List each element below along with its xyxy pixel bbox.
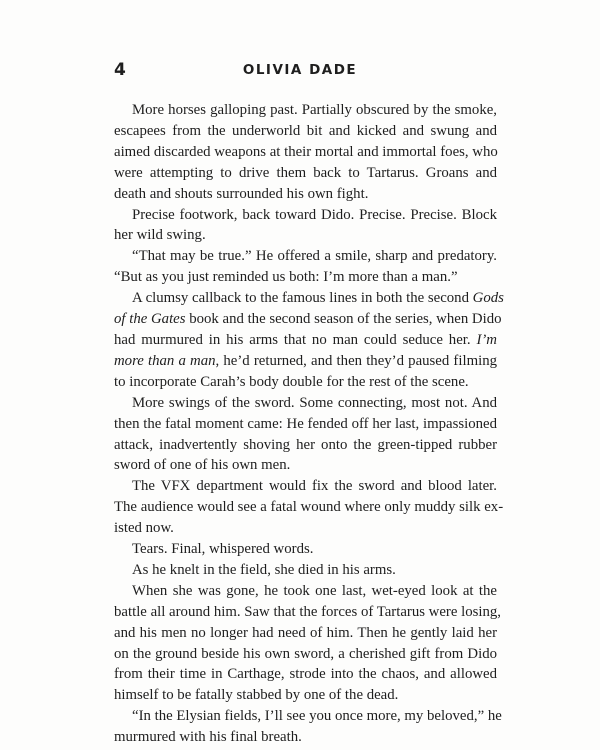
text-line: As he knelt in the field, she died in his arms.	[132, 561, 396, 578]
text-line: escapees from the underworld bit and kicked and swung and	[114, 122, 497, 139]
text-line: on the ground beside his own sword, a cherished gift from Dido	[114, 645, 497, 662]
paragraph	[114, 581, 501, 706]
text-line	[114, 288, 504, 309]
text-line	[114, 309, 502, 330]
text-line: battle all around him. Saw that the forces of Tartarus were losing,	[114, 603, 501, 620]
paragraph	[114, 288, 504, 393]
text-line: More swings of the sword. Some connecting, most not. And	[132, 394, 497, 411]
text-line: The VFX department would fix the sword and blood later.	[132, 478, 497, 495]
text-line: murmured with his final breath.	[114, 729, 302, 746]
text-line: himself to be fatally stabbed by one of the dead.	[114, 687, 399, 704]
text-line: isted now.	[114, 520, 174, 537]
text-line: Precise footwork, back toward Dido. Precise. Precise. Block	[132, 206, 497, 223]
text-line: “But as you just reminded us both: I’m more than a man.”	[114, 269, 458, 286]
paragraph	[114, 476, 504, 539]
text-line: were attempting to drive them back to Tartarus. Groans and	[114, 164, 497, 181]
paragraph	[114, 560, 497, 581]
italic-run: I’m	[476, 331, 497, 348]
text-line: and his men no longer had need of him. Then he gently laid her	[114, 624, 497, 641]
paragraph	[114, 100, 497, 205]
text-line: Tears. Final, whispered words.	[132, 541, 314, 558]
paragraph	[114, 205, 497, 247]
paragraph	[114, 706, 502, 748]
page-number: 4	[114, 60, 126, 80]
text-line	[114, 351, 497, 372]
text-line	[114, 330, 497, 351]
text-run: A clumsy callback to the famous lines in both the second	[132, 290, 473, 307]
italic-run: Gods	[472, 290, 504, 307]
paragraph	[114, 539, 497, 560]
italic-run: of the Gates	[114, 311, 186, 328]
text-line: her wild swing.	[114, 227, 206, 244]
body-text	[114, 100, 504, 748]
running-head: OLIVIA DADE	[242, 62, 358, 78]
text-line: attack, inadvertently shoving her onto the green-tipped rubber	[114, 436, 497, 453]
text-line: aimed discarded weapons at their mortal and immortal foes, who	[114, 143, 498, 160]
text-line: death and shouts surrounded his own fight.	[114, 185, 369, 202]
text-line: “That may be true.” He offered a smile, sharp and predatory.	[132, 248, 497, 265]
text-line: “In the Elysian fields, I’ll see you once more, my beloved,” he	[132, 708, 502, 725]
page-header	[114, 60, 486, 84]
paragraph	[114, 246, 497, 288]
text-line: More horses galloping past. Partially obscured by the smoke,	[132, 102, 497, 118]
italic-run: more than a man	[114, 352, 216, 369]
text-line: from their time in Carthage, strode into the chaos, and allowed	[114, 666, 497, 683]
text-line: sword of one of his own men.	[114, 457, 291, 474]
text-run: , he’d returned, and then they’d paused filming	[215, 352, 497, 369]
text-run: had murmured in his arms that no man could seduce her.	[114, 331, 477, 348]
text-run: book and the second season of the series, when Dido	[185, 311, 502, 328]
paragraph	[114, 393, 497, 477]
text-line: to incorporate Carah’s body double for the rest of the scene.	[114, 373, 469, 390]
text-line: The audience would see a fatal wound where only muddy silk ex-	[114, 499, 504, 516]
text-line: then the fatal moment came: He fended off her last, impassioned	[114, 415, 497, 432]
text-line: When she was gone, he took one last, wet-eyed look at the	[132, 582, 497, 599]
